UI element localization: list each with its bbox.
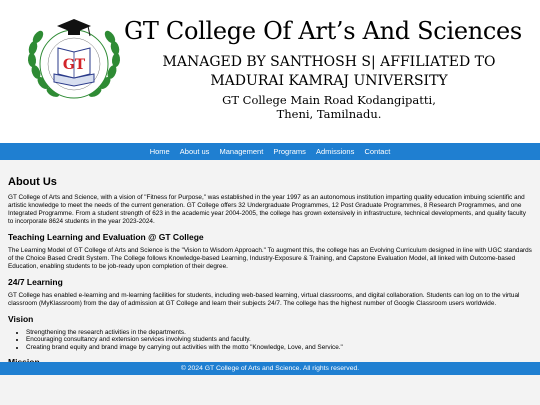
vision-item: • Creating brand equity and brand image by carrying out activities with the motto "Knowledge, Love, and Service." (26, 344, 532, 351)
nav-management-link[interactable]: Management (219, 147, 264, 156)
main-navigation (0, 143, 540, 160)
vision-item: • Strengthening the research activities in the departments. (26, 329, 532, 336)
about-text: GT College of Arts and Science, with a vision of "Fitness for Purpose," was established in the year 1997 as an autonomous institution imparting quality education imbuing scientific and artistic knowledge to meet the needs of the current generation. GT College offers 32 Undergraduate Programmes, 12 Post Graduate Programmes, 8 Research Programmes, and one Integrated Programme. From a student strength of 623 in the academic year 2004-2005, the college has grown extensively in infrastructure, technical developments, and quality faculty to incorporate 8624 students in the year 2023-2024. (8, 194, 526, 225)
site-footer: © 2024 GT College of Arts and Science. All rights reserved. (0, 362, 540, 375)
vision-list (8, 329, 532, 351)
nav-contact-link[interactable]: Contact (364, 147, 391, 156)
main-content[interactable] (0, 166, 540, 362)
nav-about-link[interactable]: About us (179, 147, 210, 156)
logo-letters: GT (62, 57, 86, 73)
management-line: MANAGED BY SANTHOSH S| AFFILIATED TO (162, 54, 496, 70)
site-header (0, 0, 540, 143)
learning-247-heading: 24/7 Learning (8, 277, 63, 287)
learning-247-text: GT College has enabled e-learning and m-learning facilities for students, including web-based learning, virtual classrooms, and digital collaboration. Students can log on to the virtual classroom (MyKlassroom) from the day of admission at GT College and learn their subjects 24/7. The college has the highest number of Google Classroom users worldwide. (8, 292, 520, 307)
affiliation-line: MADURAI KAMRAJ UNIVERSITY (210, 73, 448, 89)
about-heading: About Us (8, 176, 57, 188)
teaching-text: The Learning Model of GT College of Arts and Science is the "Vision to Wisdom Approach." To augment this, the college has an Evolving Curriculum designed in line with UGC standards of the Choice Based Credit System. The College follows Knowledge-based Learning, Industry-Exposure & Training, and Capstone Evaluation Model, all linked with Outcome-based Education, enabling students to be job-ready upon completion of their degree. (8, 247, 532, 270)
vision-heading: Vision (8, 314, 34, 324)
college-logo[interactable] (24, 12, 124, 108)
nav-home-link[interactable]: Home (149, 147, 170, 156)
nav-programs-link[interactable]: Programs (273, 147, 306, 156)
page-title: GT College Of Art’s And Sciences (124, 17, 522, 45)
address-line-2: Theni, Tamilnadu. (276, 107, 382, 121)
nav-admissions-link[interactable]: Admissions (315, 147, 355, 156)
teaching-heading: Teaching Learning and Evaluation @ GT College (8, 232, 204, 242)
footer-spacer (0, 375, 540, 405)
address-line-1: GT College Main Road Kodangipatti, (222, 93, 436, 107)
vision-item: • Encouraging consultancy and extension services involving students and faculty. (26, 336, 532, 343)
